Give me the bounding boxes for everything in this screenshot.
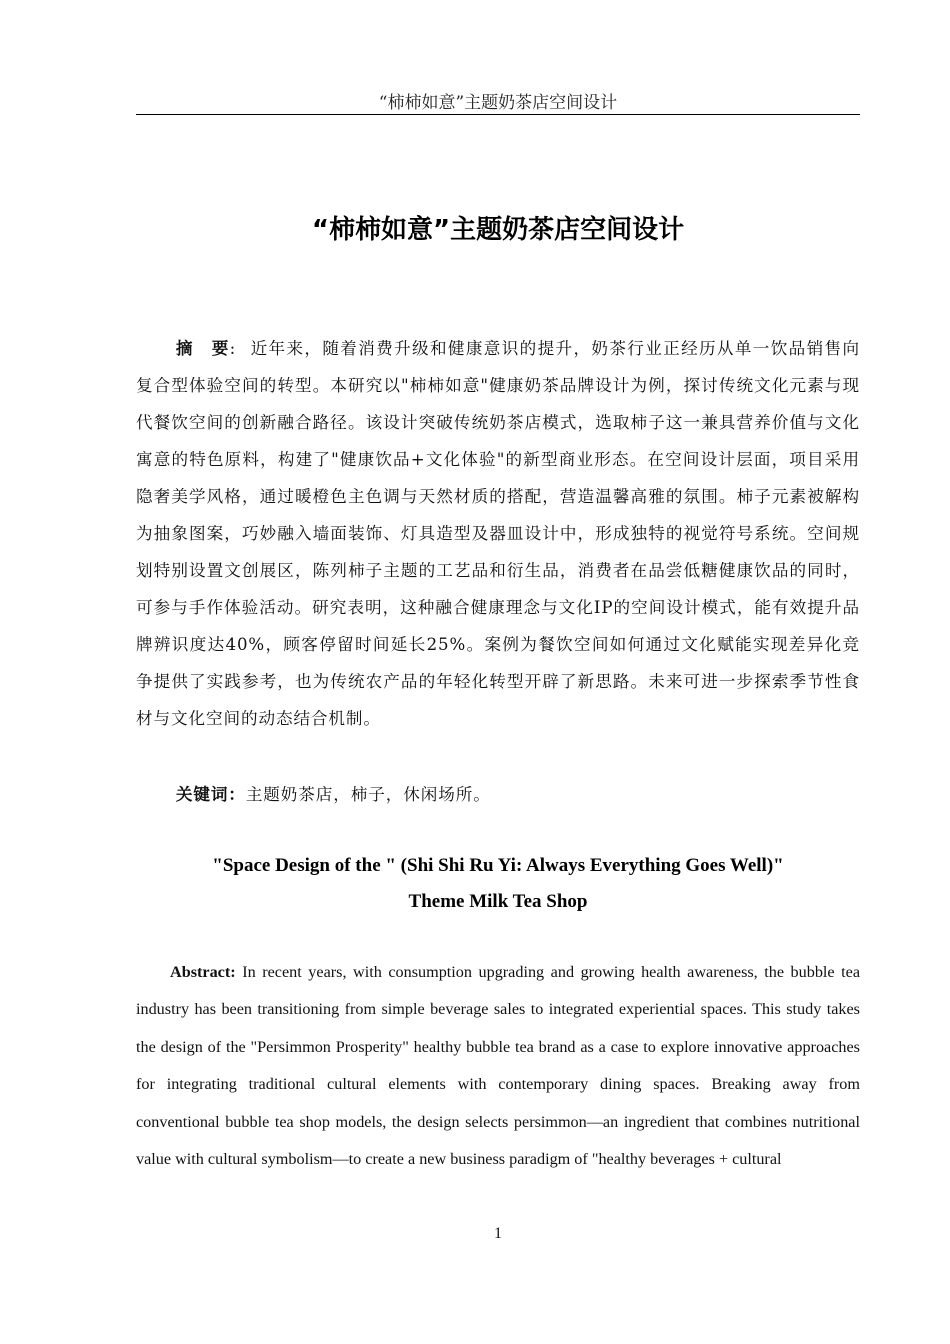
running-header: “柿柿如意”主题奶茶店空间设计 [378, 93, 618, 113]
english-abstract-text: In recent years, with consumption upgrading and growing health awareness, the bubble tea industry has been transitioning from simple beverage sales to integrated experiential spaces. This study takes the design of the "Persimmon Prosperity" healthy bubble tea brand as a case to explore innovative approaches for integrating traditional cultural elements with contemporary dining spaces. Breaking away from conventional bubble tea shop models, the design selects persimmon—an ingredient that combines nutritional value with cultural symbolism—to create a new business paradigm of "healthy beverages + cultural [136, 963, 861, 1169]
english-abstract-label: Abstract: [170, 963, 236, 981]
chinese-abstract-label: 摘 要 [175, 338, 230, 358]
chinese-keywords-text: 主题奶茶店，柿子，休闲场所。 [245, 785, 491, 804]
english-abstract [136, 954, 860, 1178]
chinese-abstract-colon: : [229, 339, 237, 358]
chinese-title: “柿柿如意”主题奶茶店空间设计 [311, 215, 685, 245]
english-title-line-2: Theme Milk Tea Shop [408, 891, 588, 912]
english-title-line-1: "Space Design of the " (Shi Shi Ru Yi: Always Everything Goes Well)" [212, 855, 784, 876]
english-title [136, 848, 860, 920]
chinese-abstract [136, 330, 860, 737]
header-rule [136, 114, 860, 115]
chinese-abstract-text: 近年来，随着消费升级和健康意识的提升，奶茶行业正经历从单一饮品销售向复合型体验空间的转型。本研究以"柿柿如意"健康奶茶品牌设计为例，探讨传统文化元素与现代餐饮空间的创新融合路径。该设计突破传统奶茶店模式，选取柿子这一兼具营养价值与文化寓意的特色原料，构建了"健康饮品+文化体验"的新型商业形态。在空间设计层面，项目采用隐奢美学风格，通过暖橙色主色调与天然材质的搭配，营造温馨高雅的氛围。柿子元素被解构为抽象图案，巧妙融入墙面装饰、灯具造型及器皿设计中，形成独特的视觉符号系统。空间规划特别设置文创展区，陈列柿子主题的工艺品和衍生品，消费者在品尝低糖健康饮品的同时，可参与手作体验活动。研究表明，这种融合健康理念与文化IP的空间设计模式，能有效提升品牌辨识度达40%，顾客停留时间延长25%。案例为餐饮空间如何通过文化赋能实现差异化竞争提供了实践参考，也为传统农产品的年轻化转型开辟了新思路。未来可进一步探索季节性食材与文化空间的动态结合机制。 [136, 339, 860, 728]
page-number: 1 [494, 1225, 502, 1242]
chinese-keywords-label: 关键词： [175, 784, 246, 804]
chinese-keywords [136, 776, 860, 813]
